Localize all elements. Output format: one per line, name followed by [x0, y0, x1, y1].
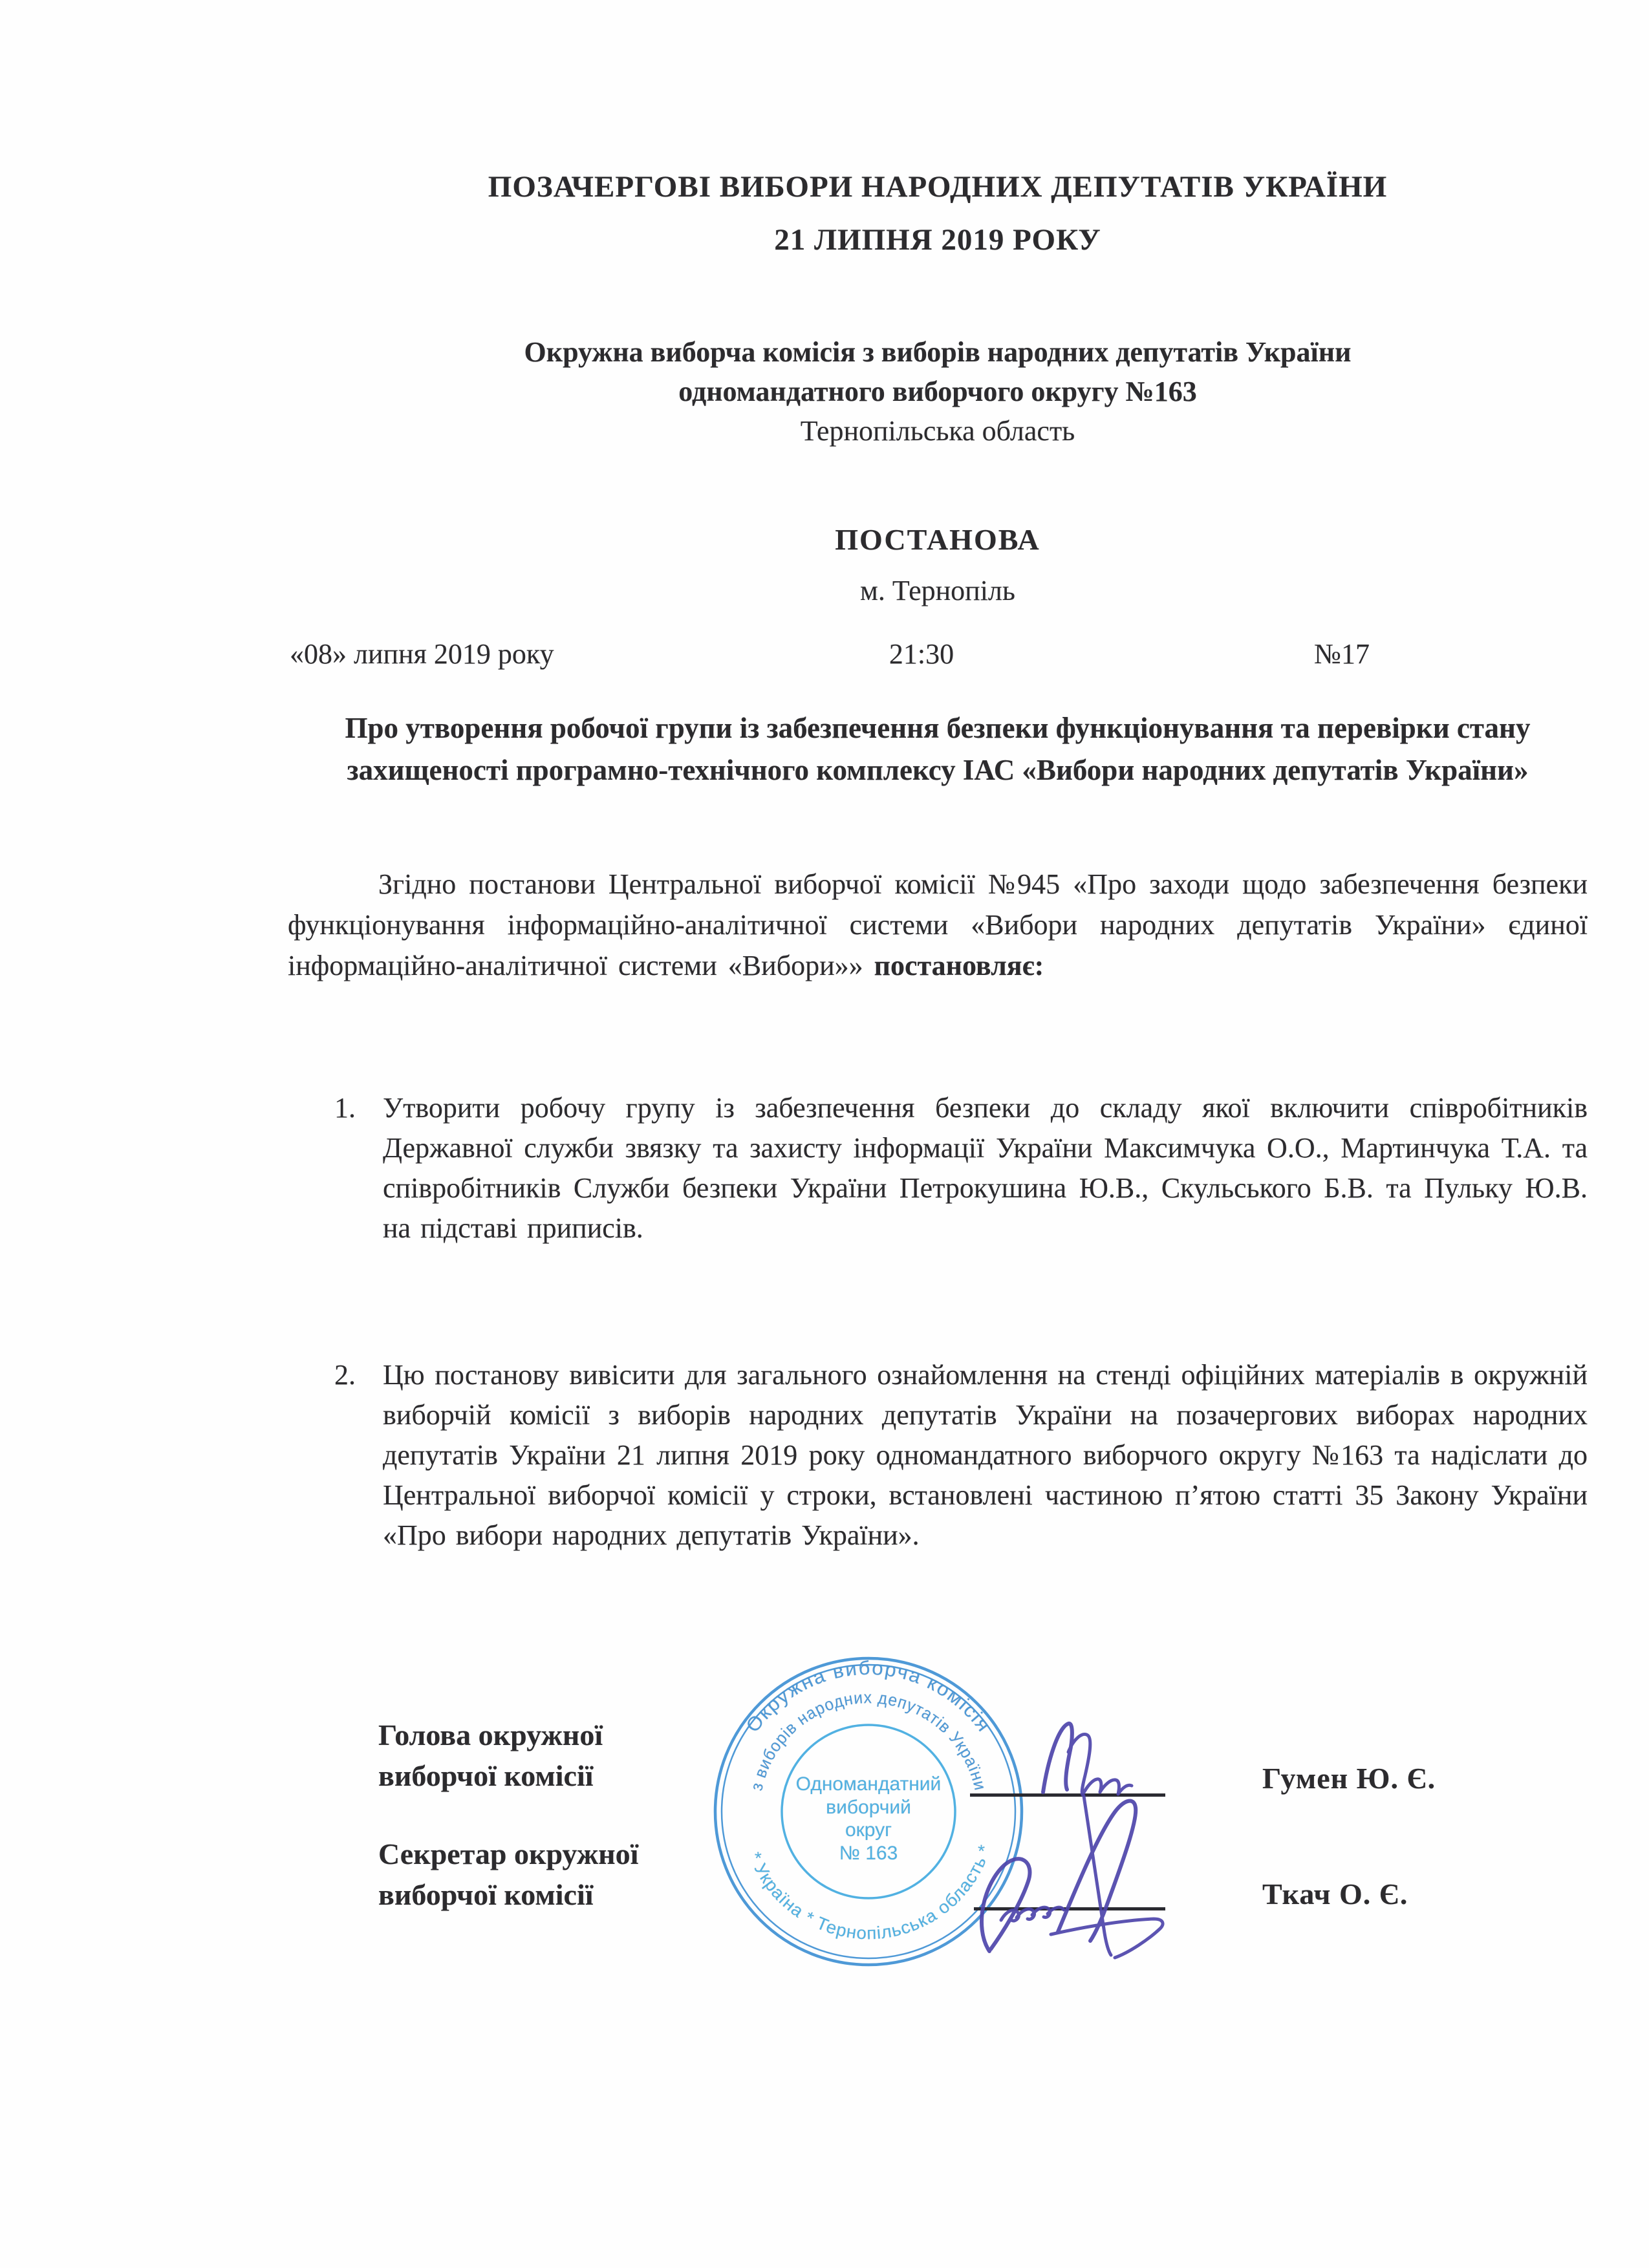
list-item	[288, 1355, 1588, 1556]
chairman-title-line2: виборчої комісії	[378, 1759, 594, 1792]
secretary-title-line1: Секретар окружної	[378, 1837, 639, 1870]
commission-region: Тернопільська область	[800, 415, 1075, 447]
chairman-signature-stroke	[1043, 1724, 1072, 1792]
stamp-center-line3: округ	[845, 1819, 892, 1841]
election-header	[288, 160, 1588, 266]
chairman-name: Гумен Ю. Є.	[1262, 1762, 1436, 1795]
document-type: ПОСТАНОВА	[835, 523, 1040, 556]
item-number: 1.	[334, 1092, 356, 1124]
stamp-arc-middle-text: з виборів народних депутатів України	[746, 1687, 991, 1793]
chairman-title-line1: Голова окружної	[378, 1718, 603, 1751]
secretary-name: Ткач О. Є.	[1262, 1878, 1408, 1910]
item-number: 2.	[334, 1359, 356, 1391]
stamp-center-line2: виборчий	[826, 1797, 911, 1818]
secretary-title-line2: виборчої комісії	[378, 1878, 594, 1911]
document-city: м. Тернопіль	[860, 575, 1015, 606]
item-text: Цю постанову вивісити для загального ознайомлення на стенді офіційних матеріалів в окружній виборчій комісії з виборів народних депутатів України на позачергових виборах народних депутатів України 21 липня 2019 року одномандатного виборчого округу №163 та надіслати до Центральної виборчої комісії у строки, встановлені частиною п’ятою статті 35 Закону України «Про вибори народних депутатів України».	[383, 1359, 1588, 1551]
document-time: 21:30	[889, 638, 954, 670]
secretary-signature-stroke	[982, 1859, 1029, 1951]
chairman-signature-stroke	[1068, 1734, 1132, 1795]
document-number: №17	[1314, 638, 1370, 670]
stamp-center-line4: № 163	[839, 1843, 898, 1864]
document-subject: Про утворення робочої групи із забезпечення безпеки функціонування та перевірки стану захищеності програмно-технічного комплексу ІАС «Вибори народних депутатів України»	[345, 712, 1531, 786]
stamp-arc-top-text: Окружна виборча комісія	[742, 1657, 995, 1737]
commission-name-line2: одномандатного виборчого округу №163	[678, 376, 1197, 407]
stamp-arc-bottom-text: * Україна * Тернопільська область *	[745, 1842, 995, 1943]
preamble-paragraph	[288, 864, 1588, 986]
election-title-line1: ПОЗАЧЕРГОВІ ВИБОРИ НАРОДНИХ ДЕПУТАТІВ УКРАЇНИ	[488, 170, 1388, 204]
election-title-line2: 21 ЛИПНЯ 2019 РОКУ	[774, 223, 1101, 257]
resolves-word: постановляє:	[874, 950, 1044, 981]
commission-block	[288, 332, 1588, 451]
commission-name-line1: Окружна виборча комісія з виборів народних депутатів України	[524, 336, 1352, 368]
stamp-center-line1: Одномандатний	[795, 1773, 942, 1795]
item-text: Утворити робочу групу із забезпечення безпеки до складу якої включити співробітників Державної служби звязку та захисту інформації України Максимчука О.О., Мартинчука Т.А. та співробітників Служби безпеки України Петрокушина Ю.В., Скульського Б.В. та Пульку Ю.В. на підставі приписів.	[383, 1092, 1588, 1244]
list-item	[288, 1088, 1588, 1248]
preamble-text: Згідно постанови Центральної виборчої комісії №945 «Про заходи щодо забезпечення безпеки функціонування інформаційно-аналітичної системи «Вибори народних депутатів України» єдиної інформаційно-аналітичної системи «Вибори»»	[288, 868, 1588, 981]
document-date: «08» липня 2019 року	[290, 638, 554, 670]
handwritten-signatures	[698, 1642, 1216, 1991]
